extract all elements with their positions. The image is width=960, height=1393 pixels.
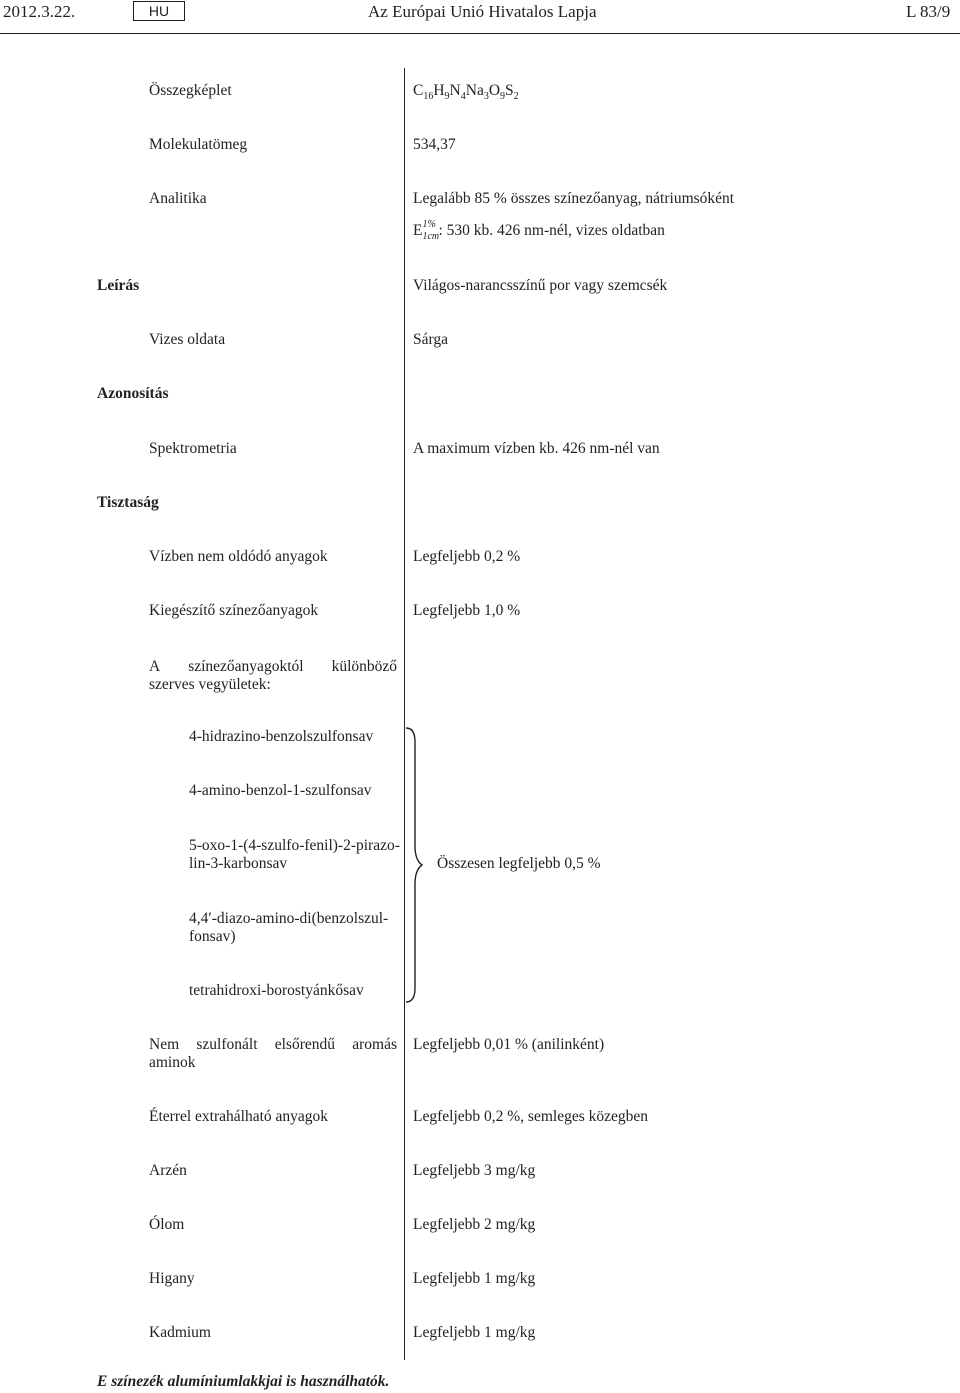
amines-value: Legfeljebb 0,01 % (anilinként) [413, 1036, 605, 1053]
subsidiary-value: Legfeljebb 1,0 % [413, 602, 521, 619]
header-date: 2012.3.22. [3, 2, 76, 21]
analytics-label: Analitika [149, 190, 207, 207]
mercury-label: Higany [149, 1270, 195, 1287]
compound-item: 4-amino-benzol-1-szulfonsav [189, 782, 372, 799]
spectrometry-value: A maximum vízben kb. 426 nm-nél van [413, 440, 660, 457]
cadmium-label: Kadmium [149, 1324, 211, 1341]
analytics-line1: Legalább 85 % összes színezőanyag, nátriumsóként [413, 190, 735, 207]
lead-value: Legfeljebb 2 mg/kg [413, 1216, 536, 1233]
aqueous-value: Sárga [413, 331, 449, 348]
aqueous-label: Vizes oldata [149, 331, 226, 348]
aluminium-lakes-note: E színezék alumíniumlakkjai is használhatók. [97, 1373, 390, 1390]
subsidiary-label: Kiegészítő színezőanyagok [149, 602, 319, 619]
language-badge: HU [133, 1, 185, 21]
ether-label: Éterrel extrahálható anyagok [149, 1108, 329, 1125]
organic-label-line1: A színezőanyagoktól különböző [149, 658, 397, 675]
amines-label-line1: Nem szulfonált elsőrendű aromás [149, 1036, 397, 1053]
right-brace-icon [400, 724, 428, 1006]
spectrometry-label: Spektrometria [149, 440, 237, 457]
header-rule [0, 33, 960, 34]
arsenic-label: Arzén [149, 1162, 187, 1179]
compound-item: tetrahidroxi-borostyánkősav [189, 982, 364, 999]
compound-item-cont: lin-3-karbonsav [189, 855, 288, 872]
analytics-line2: E 1% 1cm : 530 kb. 426 nm-nél, vizes oldatban [413, 219, 665, 242]
description-heading: Leírás [97, 277, 140, 294]
cadmium-value: Legfeljebb 1 mg/kg [413, 1324, 536, 1341]
amines-label-line2: aminok [149, 1054, 196, 1071]
journal-title: Az Európai Unió Hivatalos Lapja [368, 2, 597, 21]
arsenic-value: Legfeljebb 3 mg/kg [413, 1162, 536, 1179]
page-number: L 83/9 [906, 2, 951, 21]
purity-heading: Tisztaság [97, 494, 159, 511]
identification-heading: Azonosítás [97, 385, 169, 402]
mass-value: 534,37 [413, 136, 456, 153]
compound-item: 4-hidrazino-benzolszulfonsav [189, 728, 374, 745]
column-divider [404, 68, 405, 1360]
compound-item: 5-oxo-1-(4-szulfo-fenil)-2-pirazo- [189, 837, 400, 854]
insoluble-label: Vízben nem oldódó anyagok [149, 548, 328, 565]
formula-label: Összegképlet [149, 82, 232, 99]
organic-label-line2: szerves vegyületek: [149, 676, 271, 693]
mass-label: Molekulatömeg [149, 136, 248, 153]
formula-value: $C_{16}H_9N_4Na_3O_9S_2$ [413, 82, 519, 103]
lead-label: Ólom [149, 1216, 185, 1233]
compound-item: 4,4′-diazo-amino-di(benzolszul- [189, 910, 389, 927]
ether-value: Legfeljebb 0,2 %, semleges közegben [413, 1108, 648, 1125]
mercury-value: Legfeljebb 1 mg/kg [413, 1270, 536, 1287]
insoluble-value: Legfeljebb 0,2 % [413, 548, 521, 565]
compound-item-cont: fonsav) [189, 928, 236, 945]
description-value: Világos-narancsszínű por vagy szemcsék [413, 277, 668, 294]
compounds-total-value: Összesen legfeljebb 0,5 % [437, 855, 601, 872]
